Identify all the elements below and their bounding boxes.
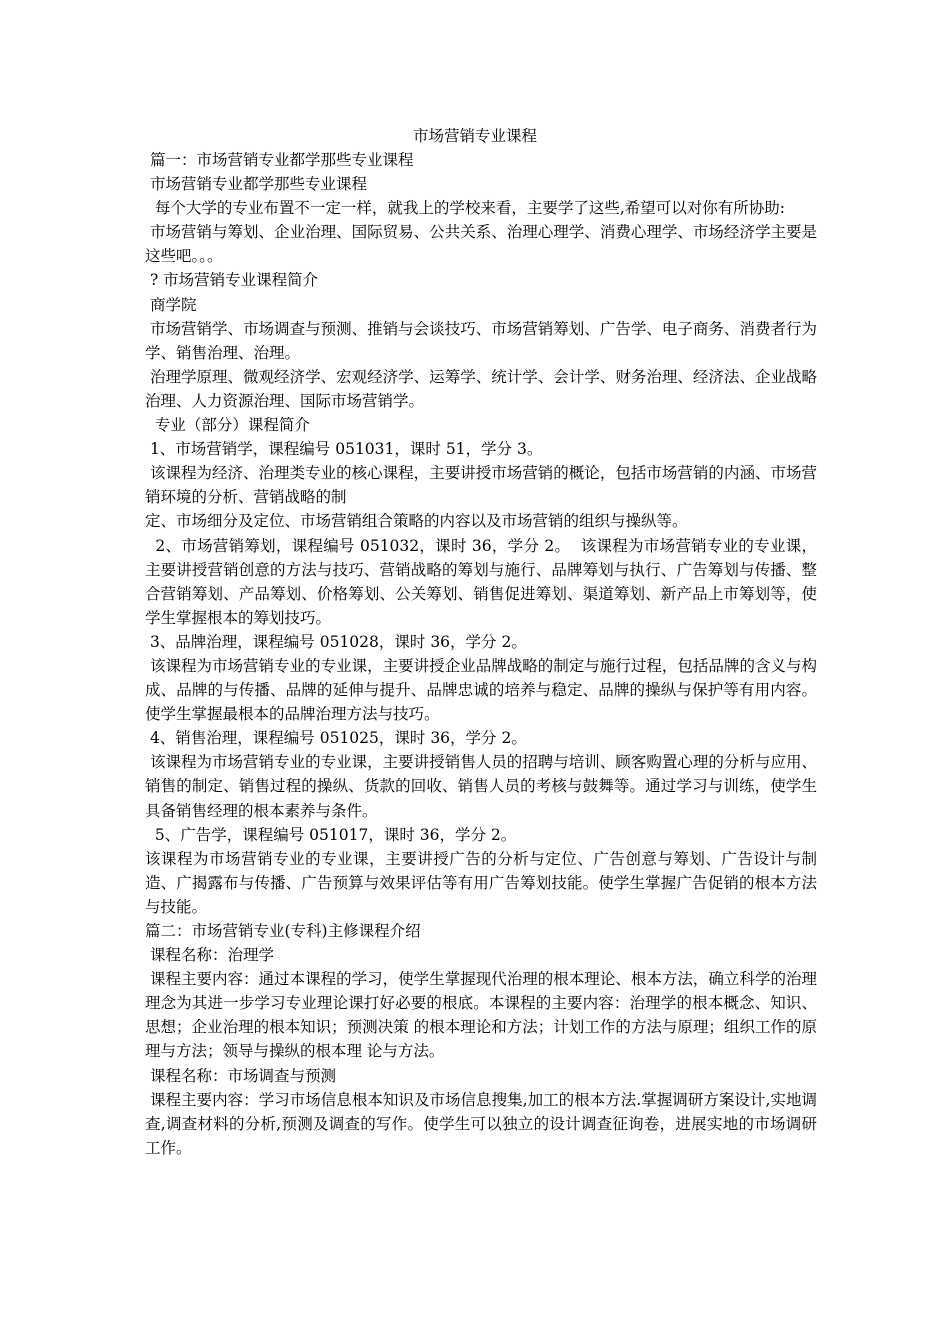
paragraph: 该课程为市场营销专业的专业课，主要讲授销售人员的招聘与培训、顾客购置心理的分析与应用、销售的制定、销售过程的操纵、货款的回收、销售人员的考核与鼓舞等。通过学习与训练，使学生具备销售经理的根本素养与条件。 xyxy=(145,753,817,820)
paragraph: 课程主要内容：学习市场信息根本知识及市场信息搜集,加工的根本方法.掌握调研方案设计,实地调查,调查材料的分析,预测及调查的写作。使学生可以独立的设计调查征询卷，进展实地的市场调研工作。 xyxy=(145,1090,817,1157)
paragraph: 治理学原理、微观经济学、宏观经济学、运筹学、统计学、会计学、财务治理、经济法、企业战略治理、人力资源治理、国际市场营销学。 xyxy=(145,367,817,410)
heading-part-one: 篇一：市场营销专业都学那些专业课程 xyxy=(145,151,414,169)
course-name: 课程名称：治理学 xyxy=(145,946,274,965)
paragraph: 市场营销学、市场调查与预测、推销与会谈技巧、市场营销筹划、广告学、电子商务、消费者行为学、销售治理、治理。 xyxy=(145,319,817,362)
subheading: 市场营销专业都学那些专业课程 xyxy=(145,175,367,194)
subheading: 专业（部分）课程简介 xyxy=(145,416,310,435)
course-heading: 5、广告学，课程编号 051017，课时 36，学分 2。 xyxy=(145,825,517,844)
paragraph: 商学院 xyxy=(145,295,197,314)
paragraph: 2、市场营销筹划，课程编号 051032，课时 36，学分 2。 该课程为市场营销专业的专业课，主要讲授营销创意的方法与技巧、营销战略的筹划与施行、品牌筹划与执行、广告筹划与传播、整合营销筹划、产品筹划、价格筹划、公关筹划、销售促进筹划、渠道筹划、新产品上市筹划等，使学生掌握根本的筹划技巧。 xyxy=(145,536,817,627)
paragraph: 每个大学的专业布置不一定一样，就我上的学校来看，主要学了这些,希望可以对你有所协助: xyxy=(145,199,786,218)
course-heading: 4、销售治理，课程编号 051025，课时 36，学分 2。 xyxy=(145,729,527,748)
heading-part-two: 篇二：市场营销专业(专科)主修课程介绍 xyxy=(145,922,421,940)
paragraph: 该课程为市场营销专业的专业课，主要讲授企业品牌战略的制定与施行过程，包括品牌的含义与构成、品牌的与传播、品牌的延伸与提升、品牌忠诚的培养与稳定、品牌的操纵与保护等有用内容。使学生掌握最根本的品牌治理方法与技巧。 xyxy=(145,656,817,724)
paragraph: 课程主要内容：通过本课程的学习，使学生掌握现代治理的根本理论、根本方法，确立科学的治理理念为其进一步学习专业理论课打好必要的根底。本课程的主要内容：治理学的根本概念、知识、思想；企业治理的根本知识；预测决策 的根本理论和方法；计划工作的方法与原理；组织工作的原理与方法；领导与操纵的根本理 论与方法。 xyxy=(145,970,817,1061)
paragraph: 该课程为经济、治理类专业的核心课程，主要讲授市场营销的概论，包括市场营销的内涵、市场营销环境的分析、营销战略的制 xyxy=(145,464,817,507)
document-body xyxy=(145,148,817,1160)
course-heading: 1、市场营销学，课程编号 051031，课时 51，学分 3。 xyxy=(145,440,543,459)
course-heading: 3、品牌治理，课程编号 051028，课时 36，学分 2。 xyxy=(145,632,527,651)
paragraph: 该课程为市场营销专业的专业课，主要讲授广告的分析与定位、广告创意与筹划、广告设计与制造、广揭露布与传播、广告预算与效果评估等有用广告筹划技能。使学生掌握广告促销的根本方法与技能。 xyxy=(145,849,817,916)
subheading: ? 市场营销专业课程简介 xyxy=(145,271,319,290)
course-name: 课程名称：市场调查与预测 xyxy=(145,1066,336,1085)
paragraph: 定、市场细分及定位、市场营销组合策略的内容以及市场营销的组织与操纵等。 xyxy=(145,512,688,531)
paragraph: 市场营销与筹划、企业治理、国际贸易、公共关系、治理心理学、消费心理学、市场经济学主要是这些吧。。。 xyxy=(145,223,817,266)
document-title: 市场营销专业课程 xyxy=(412,127,537,145)
